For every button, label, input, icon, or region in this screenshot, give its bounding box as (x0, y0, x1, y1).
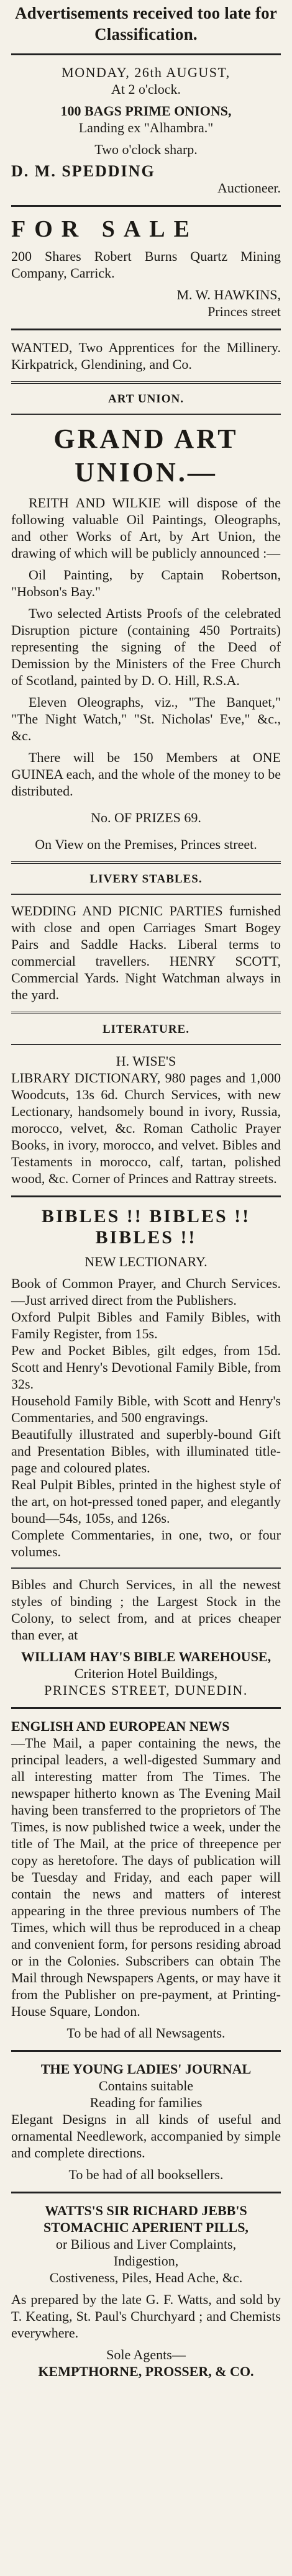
bibles-p2: Oxford Pulpit Bibles and Family Bibles, with Family Register, from 15s. (11, 1309, 281, 1341)
bibles-p3: Pew and Pocket Bibles, gilt edges, from 15d. Scott and Henry's Devotional Family Bible, from 32s. (11, 1343, 281, 1392)
ladies-body3: Elegant Designs in all kinds of useful and ornamental Needlework, accompanied by simple and complete directions. (11, 2111, 281, 2161)
artunion-oleographs: Eleven Oleographs, viz., "The Banquet," "The Night Watch," "St. Nicholas' Eve," &c., &c. (11, 694, 281, 743)
literature-section: LITERATURE. (103, 1023, 189, 1036)
divider (11, 1567, 281, 1569)
artunion-view: On View on the Premises, Princes street. (35, 837, 257, 852)
watts-l3: Costiveness, Piles, Head Ache, &c. (49, 2270, 243, 2285)
wanted-ad (11, 339, 281, 373)
watts-agents: Sole Agents— (106, 2347, 186, 2362)
auction-ad (11, 64, 281, 196)
bibles-heading: BIBLES !! BIBLES !! BIBLES !! (41, 1206, 251, 1248)
auction-date: MONDAY, 26th AUGUST, (62, 65, 230, 80)
bibles-shop: WILLIAM HAY'S BIBLE WAREHOUSE, (21, 1649, 271, 1664)
divider (11, 414, 281, 415)
wise-body: LIBRARY DICTIONARY, 980 pages and 1,000 Woodcuts, 13s 6d. Church Services, with new Lectionary, handsomely bound in ivory, Russia, morocco, velvet, &c. Roman Catholic Prayer Books, in ivory, morocco, and velvet. Bibles and Testaments in morocco, calf, tartan, polished wood, &c. Corner of Princes and Rattray streets. (11, 1070, 281, 1186)
bibles-p1: Book of Common Prayer, and Church Services.—Just arrived direct from the Publishers. (11, 1276, 281, 1308)
artunion-painting: Oil Painting, by Captain Robertson, "Hobson's Bay." (11, 567, 281, 599)
ladies-body1: Contains suitable (98, 2078, 194, 2093)
divider (11, 861, 281, 864)
ladies-ad (11, 2061, 281, 2183)
bibles-p4: Household Family Bible, with Scott and Henry's Commentaries, and 500 engravings. (11, 1393, 281, 1425)
artunion-proofs: Two selected Artists Proofs of the celebrated Disruption picture (containing 450 Portraits) representing the signing of the Deed of Demission by the Ministers of the Free Church of Scotland, painted by D. O. Hill, R.S.A. (11, 605, 281, 688)
livery-body: WEDDING AND PICNIC PARTIES furnished with close and open Carriages Smart Bogey Pairs and Saddle Hacks. Liberal terms to commercial travellers. HENRY SCOTT, Commercial Yards. Night Watchman always in the yard. (11, 903, 281, 1002)
artunion-section: ART UNION. (108, 392, 184, 406)
bibles-p5: Beautifully illustrated and superbly-bound Gift and Presentation Bibles, with illuminated title-page and coloured plates. (11, 1426, 281, 1476)
divider (11, 53, 281, 55)
page-header: Advertisements received too late for Classification. (14, 4, 278, 43)
english-heading: ENGLISH AND EUROPEAN NEWS (11, 1718, 230, 1734)
watts-body: As prepared by the late G. F. Watts, and sold by T. Keating, St. Paul's Churchyard ; and Chemists everywhere. (11, 2292, 281, 2341)
english-ad (11, 1718, 281, 2041)
ladies-footer: To be had of all booksellers. (68, 2167, 224, 2182)
bibles-shop3: PRINCES STREET, DUNEDIN. (44, 1682, 248, 1698)
forsale-address: Princes street (208, 304, 281, 319)
bibles-sub: NEW LECTIONARY. (84, 1254, 208, 1269)
divider (11, 2192, 281, 2193)
forsale-heading: FOR SALE (11, 216, 198, 242)
english-footer: To be had of all Newsagents. (66, 2025, 226, 2041)
wanted-body: WANTED, Two Apprentices for the Millinery. Kirkpatrick, Glendining, and Co. (11, 340, 281, 372)
divider (11, 1044, 281, 1045)
bibles-shop2: Criterion Hotel Buildings, (74, 1666, 218, 1681)
bibles-p7: Complete Commentaries, in one, two, or four volumes. (11, 1527, 281, 1559)
divider (11, 1012, 281, 1014)
divider (11, 205, 281, 207)
artunion-ad (11, 422, 281, 853)
forsale-signer: M. W. HAWKINS, (176, 287, 281, 302)
watts-heading: WATTS'S SIR RICHARD JEBB'S STOMACHIC APERIENT PILLS, (43, 2203, 249, 2235)
bibles-p6: Real Pulpit Bibles, printed in the highest style of the art, on hot-pressed toned paper, and elegantly bound—54s, 105s, and 126s. (11, 1477, 281, 1526)
divider (11, 381, 281, 384)
artunion-intro: REITH AND WILKIE will dispose of the following valuable Oil Paintings, Oleographs, and other Works of Art, by Art Union, the drawing of which will be publicly announced :— (11, 495, 281, 561)
artunion-title: GRAND ART UNION.— (53, 424, 239, 488)
artunion-members: There will be 150 Members at ONE GUINEA each, and the whole of the money to be distributed. (11, 750, 281, 799)
forsale-body: 200 Shares Robert Burns Quartz Mining Company, Carrick. (11, 248, 281, 281)
watts-l1: or Bilious and Liver Complaints, (55, 2236, 237, 2252)
divider (11, 894, 281, 895)
ladies-heading: THE YOUNG LADIES' JOURNAL (40, 2061, 252, 2077)
auction-item: 100 BAGS PRIME ONIONS, (60, 103, 232, 119)
bibles-ad (11, 1206, 281, 1698)
auctioneer-name: D. M. SPEDDING (11, 162, 155, 180)
divider (11, 1195, 281, 1197)
divider (11, 2050, 281, 2052)
auction-sharp: Two o'clock sharp. (94, 142, 198, 157)
auction-landing: Landing ex "Alhambra." (78, 120, 214, 135)
wise-name: H. WISE'S (116, 1053, 176, 1069)
watts-agents2: KEMPTHORNE, PROSSER, & CO. (38, 2364, 254, 2379)
watts-l2: Indigestion, (113, 2253, 179, 2269)
english-body: —The Mail, a paper containing the news, the principal leaders, a well-digested Summary and all interesting matter from The Times. The newspaper hitherto known as The Evening Mail having been transferred to the proprietors of The Times, is now published twice a week, under the title of The Mail, at the price of threepence per copy as heretofore. The days of publication will be Tuesday and Friday, and each paper will contain the news and matters of interest appearing in the three previous numbers of The Times, which will thus be reproduced in a cheap and convenient form, for persons residing abroad or in the Colonies. Subscribers can obtain The Mail through Newspapers Agents, or may have it from the Publisher on pre-payment, at Printing-House Square, London. (11, 1735, 281, 2019)
bibles-p8: Bibles and Church Services, in all the newest styles of binding ; the Largest Stock in the Colony, to select from, and at prices cheaper than ever, at (11, 1577, 281, 1643)
livery-section: LIVERY STABLES. (89, 873, 203, 886)
forsale-ad (11, 215, 281, 320)
watts-ad (11, 2202, 281, 2380)
auctioneer-title: Auctioneer. (217, 180, 281, 196)
divider (11, 329, 281, 330)
livery-ad (11, 902, 281, 1003)
auction-time: At 2 o'clock. (111, 81, 181, 97)
artunion-prizes: No. OF PRIZES 69. (91, 810, 201, 825)
divider (11, 1707, 281, 1709)
ladies-body2: Reading for families (89, 2095, 203, 2110)
wise-ad (11, 1053, 281, 1187)
